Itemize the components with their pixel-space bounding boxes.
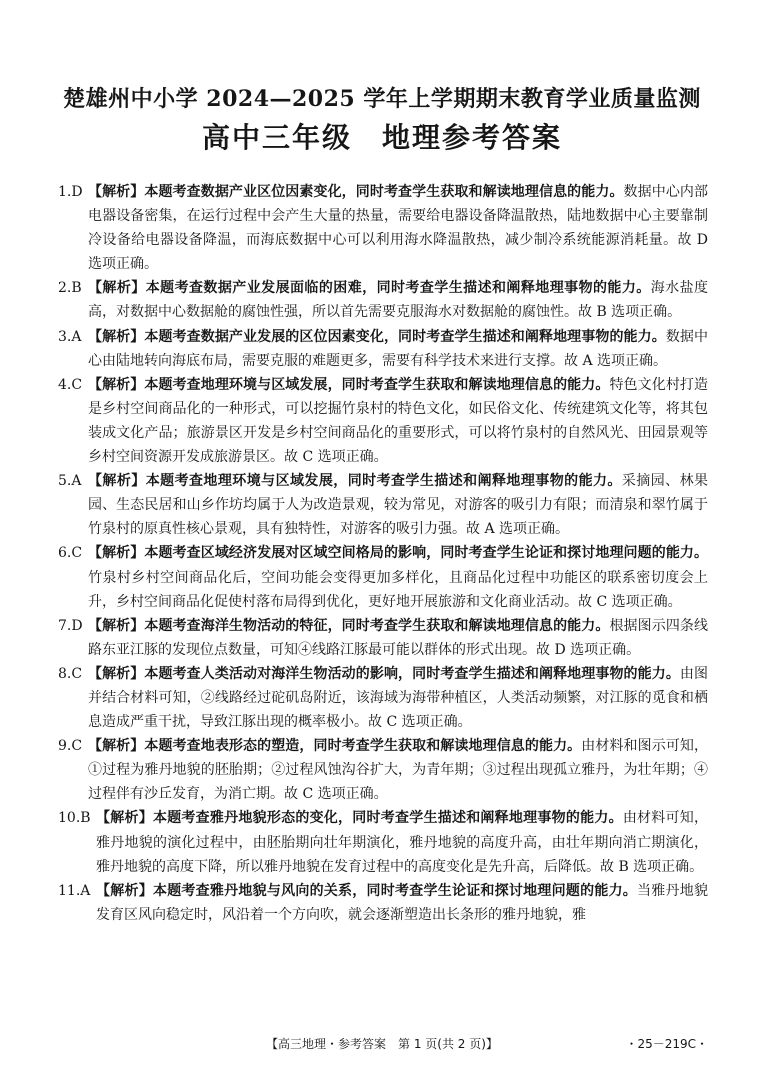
analysis-text: 数据中心内部电器设备密集，在运行过程中会产生大量的热量，需要给电器设备降温散热，陆地数据中心主要靠制冷设备给电器设备降温，而海底数据中心可以利用海水降温散热，减少制冷系统能源消耗量。故 D 选项正确。	[88, 184, 709, 273]
answer-number: 6.C	[58, 545, 83, 562]
analysis-text: 海水盐度高，对数据中心数据舱的腐蚀性强，所以首先需要克服海水对数据舱的腐蚀性。故 B 选项正确。	[88, 280, 709, 321]
answer-body	[88, 614, 708, 662]
analysis-tag: 【解析】	[88, 665, 145, 682]
analysis-intro: 本题考查数据产业发展面临的困难，同时考查学生描述和阐释地理事物的能力。	[145, 280, 651, 297]
analysis-intro: 本题考查雅丹地貌形态的变化，同时考查学生描述和阐释地理事物的能力。	[152, 810, 623, 827]
answer-body	[88, 325, 708, 373]
analysis-intro: 本题考查区域经济发展对区域空间格局的影响，同时考查学生论证和探讨地理问题的能力。	[144, 545, 709, 562]
answer-body	[88, 373, 708, 469]
analysis-tag: 【解析】	[88, 617, 145, 634]
answer-body	[96, 879, 708, 927]
answer-number: 5.A	[58, 473, 82, 490]
answer-number: 2.B	[58, 280, 82, 297]
analysis-tag: 【解析】	[88, 738, 145, 755]
answer-body	[88, 734, 708, 806]
answer-item-9	[58, 734, 708, 806]
analysis-intro: 本题考查人类活动对海洋生物活动的影响，同时考查学生描述和阐释地理事物的能力。	[144, 665, 680, 682]
document-subtitle: 高中三年级 地理参考答案	[201, 121, 562, 154]
answer-item-8	[58, 662, 708, 734]
answer-item-7	[58, 614, 708, 662]
answer-item-10	[58, 806, 708, 878]
answer-body	[88, 276, 708, 324]
analysis-text: 由材料和图示可知，①过程为雅丹地貌的胚胎期；②过程风蚀沟谷扩大，为青年期；③过程出现孤立雅丹，为壮年期；④过程伴有沙丘发育，为消亡期。故 C 选项正确。	[88, 738, 709, 803]
answer-body	[88, 180, 708, 276]
answer-item-6	[58, 541, 708, 613]
analysis-intro: 本题考查数据产业区位因素变化，同时考查学生获取和解读地理信息的能力。	[144, 184, 624, 200]
analysis-tag: 【解析】	[88, 376, 145, 393]
analysis-intro: 本题考查数据产业发展的区位因素变化，同时考查学生描述和阐释地理事物的能力。	[144, 328, 666, 345]
answer-body	[88, 469, 708, 541]
answer-body	[96, 806, 708, 878]
answer-item-1	[58, 180, 708, 276]
answer-body	[88, 541, 708, 613]
analysis-tag: 【解析】	[96, 882, 153, 899]
answer-item-11	[58, 879, 708, 927]
answer-number: 9.C	[58, 738, 83, 755]
analysis-text: 当雅丹地貌发育区风向稳定时，风沿着一个方向吹，就会逐渐塑造出长条形的雅丹地貌，雅	[96, 882, 708, 923]
analysis-tag: 【解析】	[88, 473, 146, 490]
footer-page-info: 【高三地理・参考答案 第 1 页(共 2 页)】	[266, 1037, 498, 1051]
analysis-intro: 本题考查地理环境与区域发展，同时考查学生获取和解读地理信息的能力。	[144, 376, 610, 393]
answer-item-4	[58, 373, 708, 469]
answer-body	[88, 662, 708, 734]
analysis-intro: 本题考查海洋生物活动的特征，同时考查学生获取和解读地理信息的能力。	[144, 617, 610, 634]
analysis-text: 由图并结合材料可知，②线路经过砣矶岛附近，该海域为海带种植区，人类活动频繁，对江豚的觅食和栖息造成严重干扰，导致江豚出现的概率极小。故 C 选项正确。	[88, 665, 709, 731]
analysis-tag: 【解析】	[88, 328, 145, 345]
answer-number: 3.A	[58, 328, 82, 345]
answer-number: 4.C	[58, 376, 83, 393]
answer-number: 7.D	[58, 617, 83, 634]
analysis-intro: 本题考查地理环境与区域发展，同时考查学生描述和阐释地理事物的能力。	[145, 473, 622, 490]
document-title: 楚雄州中小学 2024—2025 学年上学期期末教育学业质量监测	[63, 86, 701, 112]
analysis-text: 竹泉村乡村空间商品化后，空间功能会变得更加多样化，且商品化过程中功能区的联系密切度会上升，乡村空间商品化促使村落布局得到优化，更好地开展旅游和文化商业活动。故 C 选项正确。	[88, 569, 708, 610]
analysis-tag: 【解析】	[96, 810, 153, 827]
answer-number: 11.A	[58, 882, 91, 899]
answer-item-5	[58, 469, 708, 541]
analysis-intro: 本题考查雅丹地貌与风向的关系，同时考查学生论证和探讨地理问题的能力。	[152, 882, 638, 899]
analysis-tag: 【解析】	[88, 184, 145, 200]
answer-number: 1.D	[58, 184, 83, 200]
analysis-text: 根据图示四条线路东亚江豚的发现位点数量，可知④线路江豚最可能以群体的形式出现。故 D 选项正确。	[88, 617, 709, 658]
footer-code: ・25－219C・	[625, 1037, 708, 1051]
analysis-text: 特色文化村打造是乡村空间商品化的一种形式，可以挖掘竹泉村的特色文化，如民俗文化、传统建筑文化等，将其包装成文化产品；旅游景区开发是乡村空间商品化的重要形式，可以将竹泉村的自然风光、田园景观等乡村空间资源开发成旅游景区。故 C 选项正确。	[88, 376, 709, 466]
analysis-tag: 【解析】	[88, 545, 145, 562]
analysis-text: 数据中心由陆地转向海底布局，需要克服的难题更多，需要有科学技术来进行支撑。故 A 选项正确。	[88, 328, 709, 369]
analysis-text: 由材料可知，雅丹地貌的演化过程中，由胚胎期向壮年期演化，雅丹地貌的高度升高，由壮年期向消亡期演化，雅丹地貌的高度下降，所以雅丹地貌在发育过程中的高度变化是先升高，后降低。故 B 选项正确。	[96, 810, 709, 875]
answer-item-3	[58, 325, 708, 373]
analysis-intro: 本题考查地表形态的塑造，同时考查学生获取和解读地理信息的能力。	[144, 738, 582, 755]
analysis-text: 采摘园、林果园、生态民居和山乡作坊均属于人为改造景观，较为常见，对游客的吸引力有限；而清泉和翠竹属于竹泉村的原真性核心景观，具有独特性，对游客的吸引力强。故 A 选项正确。	[88, 473, 709, 538]
analysis-tag: 【解析】	[88, 280, 146, 297]
answer-list	[58, 180, 708, 927]
answer-number: 10.B	[58, 810, 91, 827]
answer-item-2	[58, 276, 708, 324]
answer-number: 8.C	[58, 665, 83, 682]
